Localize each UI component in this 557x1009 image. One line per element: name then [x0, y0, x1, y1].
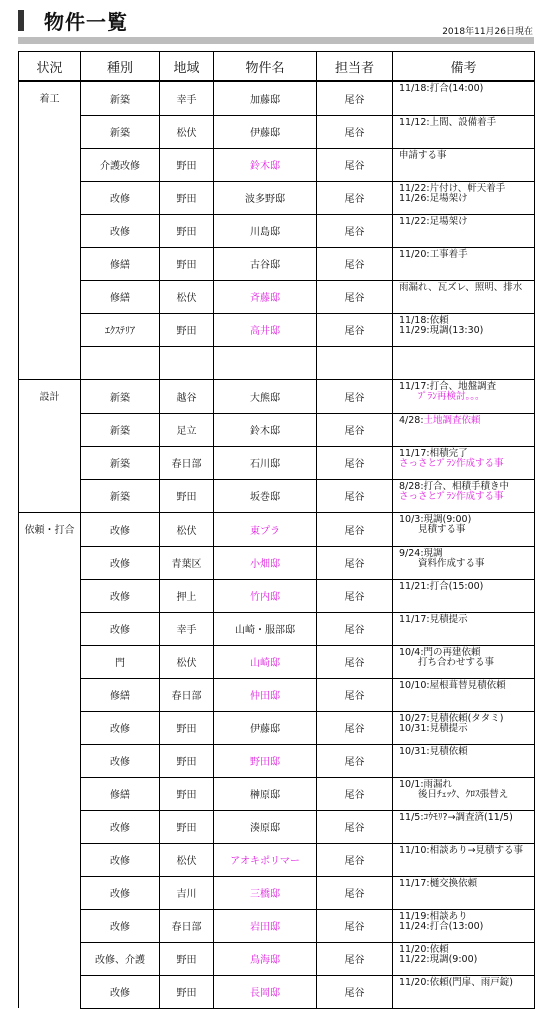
- note-text: 見積する事: [399, 524, 466, 535]
- cell-area: 春日部: [160, 446, 214, 479]
- cell-type: 新築: [81, 81, 160, 115]
- cell-type: 改修: [81, 909, 160, 942]
- cell-name: 仲田邸: [214, 678, 317, 711]
- cell-staff: 尾谷: [317, 843, 393, 876]
- cell-type: 新築: [81, 115, 160, 148]
- cell-type: 門: [81, 645, 160, 678]
- cell-status: [19, 678, 81, 711]
- cell-area: 野田: [160, 214, 214, 247]
- table-row: [19, 513, 535, 547]
- table-row: [19, 413, 535, 446]
- table-row: [19, 380, 535, 414]
- note-text: 申請する事: [399, 149, 447, 161]
- header-staff: 担当者: [317, 52, 393, 82]
- cell-area: 幸手: [160, 612, 214, 645]
- cell-type: 改修: [81, 579, 160, 612]
- cell-status: 依頼・打合: [19, 513, 81, 547]
- cell-notes: [393, 313, 535, 346]
- cell-status: [19, 247, 81, 280]
- cell-staff: 尾谷: [317, 313, 393, 346]
- note-text: 11/17:樋交換依頼: [399, 877, 478, 889]
- cell-status: [19, 909, 81, 942]
- note-line: [399, 392, 534, 402]
- cell-staff: 尾谷: [317, 81, 393, 115]
- cell-area: 越谷: [160, 380, 214, 414]
- cell-area: 松伏: [160, 280, 214, 313]
- table-row: [19, 479, 535, 513]
- cell-type: 修繕: [81, 247, 160, 280]
- cell-name: 波多野邸: [214, 181, 317, 214]
- cell-notes: [393, 81, 535, 115]
- cell-staff: 尾谷: [317, 876, 393, 909]
- table-row: [19, 876, 535, 909]
- table-row: [19, 247, 535, 280]
- cell-status: [19, 479, 81, 513]
- header-row: [19, 52, 535, 82]
- cell-area: 野田: [160, 744, 214, 777]
- note-line: [399, 459, 534, 469]
- page-title: 物件一覧: [44, 10, 128, 34]
- note-text: 11/20:依頼(門扉、雨戸錠): [399, 976, 513, 988]
- cell-area: [160, 346, 214, 380]
- cell-staff: 尾谷: [317, 777, 393, 810]
- note-text: 11/22:現調(9:00): [399, 953, 478, 965]
- note-text: 4/28:: [399, 414, 424, 426]
- cell-status: [19, 181, 81, 214]
- cell-status: [19, 546, 81, 579]
- cell-name: 石川邸: [214, 446, 317, 479]
- table-row: [19, 777, 535, 810]
- table-row: [19, 181, 535, 214]
- cell-area: 松伏: [160, 115, 214, 148]
- cell-notes: [393, 280, 535, 313]
- cell-type: 新築: [81, 413, 160, 446]
- cell-area: 野田: [160, 975, 214, 1008]
- cell-notes: [393, 115, 535, 148]
- cell-notes: [393, 810, 535, 843]
- table-row: [19, 711, 535, 744]
- header-area: 地域: [160, 52, 214, 82]
- note-text: 10/1:雨漏れ: [399, 778, 453, 790]
- note-text: 11/20:依頼: [399, 943, 449, 955]
- cell-staff: 尾谷: [317, 975, 393, 1008]
- table-row: [19, 612, 535, 645]
- note-highlight: 土地調査依頼: [423, 414, 481, 426]
- cell-staff: 尾谷: [317, 446, 393, 479]
- cell-notes: [393, 181, 535, 214]
- note-line: [399, 582, 534, 592]
- cell-name: 竹内邸: [214, 579, 317, 612]
- cell-name: 山崎邸: [214, 645, 317, 678]
- cell-staff: 尾谷: [317, 645, 393, 678]
- cell-status: [19, 777, 81, 810]
- note-text: 11/18:打合(14:00): [399, 83, 484, 94]
- cell-notes: [393, 777, 535, 810]
- cell-notes: [393, 975, 535, 1008]
- header-notes: 備考: [393, 52, 535, 82]
- cell-status: [19, 843, 81, 876]
- note-line: [399, 978, 534, 988]
- cell-area: 野田: [160, 479, 214, 513]
- table-row: [19, 81, 535, 115]
- cell-name: 東プラ: [214, 513, 317, 547]
- table-row: [19, 115, 535, 148]
- cell-area: 野田: [160, 777, 214, 810]
- note-text: 11/29:現調(13:30): [399, 324, 484, 336]
- note-text: 資料作成する事: [399, 557, 485, 569]
- cell-notes: [393, 876, 535, 909]
- table-row: [19, 843, 535, 876]
- cell-staff: 尾谷: [317, 513, 393, 547]
- cell-type: 新築: [81, 479, 160, 513]
- table-row: [19, 214, 535, 247]
- table-row: [19, 148, 535, 181]
- cell-area: 野田: [160, 313, 214, 346]
- cell-name: 長岡邸: [214, 975, 317, 1008]
- cell-status: [19, 612, 81, 645]
- cell-staff: [317, 346, 393, 380]
- cell-notes: [393, 678, 535, 711]
- note-text: 後日ﾁｪｯｸ、ｸﾛｽ張替え: [399, 788, 509, 800]
- cell-name: [214, 346, 317, 380]
- note-text: 雨漏れ、瓦ズレ、照明、排水: [399, 281, 523, 293]
- cell-type: 改修: [81, 711, 160, 744]
- cell-notes: [393, 909, 535, 942]
- note-text: 11/21:打合(15:00): [399, 580, 484, 592]
- cell-notes: [393, 612, 535, 645]
- note-line: [399, 615, 534, 625]
- cell-status: [19, 115, 81, 148]
- cell-area: 松伏: [160, 513, 214, 547]
- cell-notes: [393, 446, 535, 479]
- note-line: [399, 955, 534, 965]
- cell-area: 松伏: [160, 843, 214, 876]
- cell-name: 坂巻邸: [214, 479, 317, 513]
- property-table: [18, 51, 535, 1009]
- cell-type: 新築: [81, 446, 160, 479]
- table-row: [19, 446, 535, 479]
- cell-status: [19, 148, 81, 181]
- cell-staff: 尾谷: [317, 546, 393, 579]
- cell-type: 介護改修: [81, 148, 160, 181]
- cell-type: 改修: [81, 876, 160, 909]
- note-text: 11/12:上間、設備着手: [399, 116, 497, 128]
- cell-status: [19, 446, 81, 479]
- cell-type: 修繕: [81, 777, 160, 810]
- cell-name: 加藤邸: [214, 81, 317, 115]
- cell-area: 野田: [160, 942, 214, 975]
- table-row: [19, 280, 535, 313]
- note-line: [399, 813, 534, 823]
- note-line: [399, 681, 534, 691]
- cell-notes: [393, 711, 535, 744]
- cell-status: [19, 645, 81, 678]
- cell-name: 大熊邸: [214, 380, 317, 414]
- cell-area: 幸手: [160, 81, 214, 115]
- cell-notes: [393, 380, 535, 414]
- note-line: [399, 326, 534, 336]
- note-line: [399, 747, 534, 757]
- note-line: [399, 283, 534, 293]
- report-date: 2018年11月26日現在: [442, 27, 533, 37]
- cell-area: 青葉区: [160, 546, 214, 579]
- cell-name: 高井邸: [214, 313, 317, 346]
- cell-area: 押上: [160, 579, 214, 612]
- cell-staff: 尾谷: [317, 711, 393, 744]
- cell-staff: 尾谷: [317, 612, 393, 645]
- note-text: 10/4:門の再建依頼: [399, 646, 481, 658]
- note-text: 11/17:打合、地盤調査: [399, 381, 497, 392]
- note-line: [399, 846, 534, 856]
- note-line: [399, 118, 534, 128]
- cell-type: 改修: [81, 612, 160, 645]
- cell-type: 改修、介護: [81, 942, 160, 975]
- note-text: 11/10:相談あり→見積する事: [399, 844, 524, 856]
- cell-staff: 尾谷: [317, 115, 393, 148]
- cell-status: [19, 942, 81, 975]
- cell-area: 野田: [160, 247, 214, 280]
- table-row: [19, 909, 535, 942]
- cell-status: [19, 214, 81, 247]
- cell-staff: 尾谷: [317, 942, 393, 975]
- cell-staff: 尾谷: [317, 579, 393, 612]
- cell-area: 野田: [160, 148, 214, 181]
- cell-notes: [393, 479, 535, 513]
- note-line: [399, 879, 534, 889]
- cell-notes: [393, 513, 535, 547]
- cell-area: 吉川: [160, 876, 214, 909]
- note-line: [399, 250, 534, 260]
- cell-status: [19, 579, 81, 612]
- cell-status: [19, 313, 81, 346]
- note-text: 10/10:屋根葺替見積依頼: [399, 679, 506, 691]
- note-text: 11/19:相談あり: [399, 910, 468, 922]
- note-text: 10/31:見積提示: [399, 722, 468, 734]
- title-marker: [18, 10, 24, 31]
- cell-area: 春日部: [160, 909, 214, 942]
- note-text: 11/20:工事着手: [399, 248, 468, 260]
- note-line: [399, 84, 534, 94]
- cell-name: 伊藤邸: [214, 115, 317, 148]
- note-text: 打ち合わせする事: [399, 656, 495, 668]
- cell-name: 山崎・服部邸: [214, 612, 317, 645]
- cell-staff: 尾谷: [317, 148, 393, 181]
- cell-area: 野田: [160, 810, 214, 843]
- cell-name: 湊原邸: [214, 810, 317, 843]
- cell-notes: [393, 843, 535, 876]
- cell-status: [19, 711, 81, 744]
- table-row: [19, 810, 535, 843]
- cell-type: 改修: [81, 181, 160, 214]
- cell-status: [19, 413, 81, 446]
- note-text: さっさとﾌﾟﾗﾝ作成する事: [399, 457, 504, 469]
- title-rule: [18, 37, 534, 44]
- table-row: [19, 678, 535, 711]
- table-row: [19, 975, 535, 1008]
- cell-type: 改修: [81, 513, 160, 547]
- cell-type: 改修: [81, 810, 160, 843]
- cell-notes: [393, 645, 535, 678]
- cell-area: 松伏: [160, 645, 214, 678]
- cell-status: 設計: [19, 380, 81, 414]
- note-text: 11/17:相積完了: [399, 447, 468, 459]
- note-line: [399, 525, 534, 535]
- cell-staff: 尾谷: [317, 744, 393, 777]
- cell-area: 野田: [160, 181, 214, 214]
- cell-name: 榊原邸: [214, 777, 317, 810]
- cell-staff: 尾谷: [317, 247, 393, 280]
- note-text: 11/22:片付け、軒天着手: [399, 182, 506, 194]
- note-text: 10/3:現調(9:00): [399, 514, 472, 525]
- cell-type: 改修: [81, 546, 160, 579]
- cell-staff: 尾谷: [317, 678, 393, 711]
- table-row: [19, 346, 535, 380]
- cell-notes: [393, 546, 535, 579]
- header-type: 種別: [81, 52, 160, 82]
- cell-type: 改修: [81, 214, 160, 247]
- note-text: ﾌﾟﾗﾝ再検討。。。: [399, 391, 485, 402]
- cell-name: 斉藤邸: [214, 280, 317, 313]
- note-line: [399, 790, 534, 800]
- cell-status: [19, 744, 81, 777]
- cell-area: 春日部: [160, 678, 214, 711]
- cell-staff: 尾谷: [317, 413, 393, 446]
- note-line: [399, 922, 534, 932]
- cell-name: 鈴木邸: [214, 148, 317, 181]
- cell-name: 川島邸: [214, 214, 317, 247]
- table-row: [19, 313, 535, 346]
- cell-notes: [393, 346, 535, 380]
- cell-type: 改修: [81, 843, 160, 876]
- note-line: [399, 658, 534, 668]
- cell-type: 修繕: [81, 280, 160, 313]
- note-line: [399, 724, 534, 734]
- cell-staff: 尾谷: [317, 810, 393, 843]
- note-text: 10/31:見積依頼: [399, 745, 468, 757]
- cell-notes: [393, 413, 535, 446]
- cell-status: [19, 810, 81, 843]
- table-row: [19, 744, 535, 777]
- note-text: 11/17:見積提示: [399, 613, 468, 625]
- cell-status: [19, 280, 81, 313]
- note-text: さっさとﾌﾟﾗﾝ作成する事: [399, 490, 504, 502]
- cell-staff: 尾谷: [317, 214, 393, 247]
- cell-type: 修繕: [81, 678, 160, 711]
- note-text: 11/22:足場架け: [399, 215, 468, 227]
- note-line: [399, 492, 534, 502]
- cell-staff: 尾谷: [317, 181, 393, 214]
- cell-status: 着工: [19, 81, 81, 115]
- note-line: [399, 194, 534, 204]
- note-text: 8/28:打合、相積手積き中: [399, 480, 510, 492]
- cell-staff: 尾谷: [317, 909, 393, 942]
- note-line: [399, 217, 534, 227]
- cell-name: アオキポリマー: [214, 843, 317, 876]
- cell-type: 新築: [81, 380, 160, 414]
- cell-type: [81, 346, 160, 380]
- cell-status: [19, 876, 81, 909]
- header-status: 状況: [19, 52, 81, 82]
- cell-name: 古谷邸: [214, 247, 317, 280]
- cell-notes: [393, 214, 535, 247]
- cell-status: [19, 975, 81, 1008]
- table-row: [19, 645, 535, 678]
- cell-name: 鈴木邸: [214, 413, 317, 446]
- cell-name: 岩田邸: [214, 909, 317, 942]
- cell-name: 鳥海邸: [214, 942, 317, 975]
- cell-notes: [393, 148, 535, 181]
- note-text: 11/24:打合(13:00): [399, 920, 484, 932]
- header-name: 物件名: [214, 52, 317, 82]
- cell-name: 野田邸: [214, 744, 317, 777]
- cell-area: 野田: [160, 711, 214, 744]
- note-text: 9/24:現調: [399, 547, 443, 559]
- cell-type: ｴｸｽﾃﾘｱ: [81, 313, 160, 346]
- note-text: 11/18:依頼: [399, 314, 449, 326]
- cell-type: 改修: [81, 744, 160, 777]
- cell-name: 小畑邸: [214, 546, 317, 579]
- note-text: 11/5:ｺｳﾓﾘ?→調査済(11/5): [399, 811, 513, 823]
- table-body: [19, 81, 535, 1008]
- cell-name: 伊藤邸: [214, 711, 317, 744]
- note-line: [399, 151, 534, 161]
- cell-area: 足立: [160, 413, 214, 446]
- cell-notes: [393, 942, 535, 975]
- note-text: 11/26:足場架け: [399, 192, 468, 204]
- cell-status: [19, 346, 81, 380]
- note-line: [399, 416, 534, 426]
- cell-type: 改修: [81, 975, 160, 1008]
- table-row: [19, 546, 535, 579]
- cell-name: 三橋邸: [214, 876, 317, 909]
- cell-staff: 尾谷: [317, 380, 393, 414]
- table-row: [19, 942, 535, 975]
- cell-notes: [393, 579, 535, 612]
- cell-staff: 尾谷: [317, 280, 393, 313]
- note-text: 10/27:見積依頼(タタミ): [399, 712, 504, 724]
- cell-notes: [393, 744, 535, 777]
- cell-notes: [393, 247, 535, 280]
- note-line: [399, 559, 534, 569]
- cell-staff: 尾谷: [317, 479, 393, 513]
- table-row: [19, 579, 535, 612]
